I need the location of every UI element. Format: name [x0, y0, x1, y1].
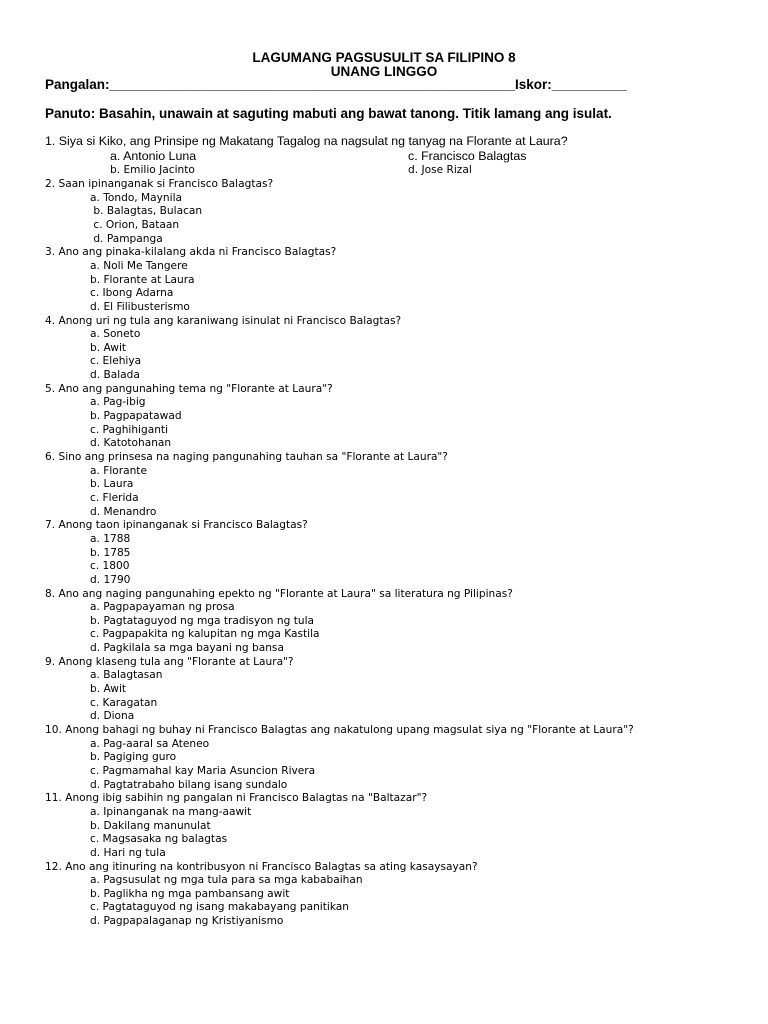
- question-7-choice-c: c. 1800: [90, 560, 130, 573]
- question-10: 10. Anong bahagi ng buhay ni Francisco Balagtas ang nakatulong upang magsulat siya ng "Florante at Laura"?: [45, 724, 634, 736]
- question-1: 1. Siya si Kiko, ang Prinsipe ng Makatang Tagalog na nagsulat ng tanyag na Florante at Laura?: [45, 134, 568, 148]
- question-10-choice-d: d. Pagtatrabaho bilang isang sundalo: [90, 778, 288, 791]
- question-11-choice-d: d. Hari ng tula: [90, 846, 166, 859]
- question-9-choice-a: a. Balagtasan: [90, 669, 163, 682]
- question-6-choice-b: b. Laura: [90, 478, 134, 491]
- question-12: 12. Ano ang itinuring na kontribusyon ni Francisco Balagtas sa ating kasaysayan?: [45, 860, 478, 873]
- question-4-choice-c: c. Elehiya: [90, 355, 142, 368]
- question-4: 4. Anong uri ng tula ang karaniwang isinulat ni Francisco Balagtas?: [45, 314, 402, 327]
- question-7-choice-d: d. 1790: [90, 573, 131, 586]
- question-3-choice-a: a. Noli Me Tangere: [90, 259, 188, 272]
- question-4-choice-d: d. Balada: [90, 369, 140, 382]
- question-2-choice-c: c. Orion, Bataan: [90, 218, 180, 231]
- question-4-choice-a: a. Soneto: [90, 328, 141, 341]
- question-5-choice-b: b. Pagpapatawad: [90, 410, 182, 423]
- question-9-choice-d: d. Diona: [90, 710, 135, 723]
- question-2-choice-b: b. Balagtas, Bulacan: [90, 205, 203, 218]
- question-11-choice-c: c. Magsasaka ng balagtas: [90, 833, 228, 846]
- question-1-choice-d: d. Jose Rizal: [408, 164, 472, 176]
- question-10-choice-b: b. Pagiging guro: [90, 751, 177, 764]
- question-8-choice-c: c. Pagpapakita ng kalupitan ng mga Kastila: [90, 628, 320, 641]
- question-6-choice-d: d. Menandro: [90, 505, 157, 518]
- question-5: 5. Ano ang pangunahing tema ng "Florante at Laura"?: [45, 382, 333, 395]
- question-6: 6. Sino ang prinsesa na naging pangunahing tauhan sa "Florante at Laura"?: [45, 451, 448, 463]
- question-8: 8. Ano ang naging pangunahing epekto ng "Florante at Laura" sa literatura ng Pilipinas?: [45, 587, 513, 600]
- question-7-choice-b: b. 1785: [90, 546, 131, 559]
- name-score-line: Pangalan:______________________________________________________Iskor:__________: [45, 77, 627, 92]
- question-11: 11. Anong ibig sabihin ng pangalan ni Francisco Balagtas na "Baltazar"?: [45, 792, 428, 805]
- question-6-choice-c: c. Flerida: [90, 491, 139, 504]
- question-7-choice-a: a. 1788: [90, 532, 131, 545]
- question-10-choice-c: c. Pagmamahal kay Maria Asuncion Rivera: [90, 764, 316, 777]
- question-9: 9. Anong klaseng tula ang "Florante at Laura"?: [45, 655, 294, 668]
- question-3: 3. Ano ang pinaka-kilalang akda ni Francisco Balagtas?: [45, 246, 337, 259]
- question-4-choice-b: b. Awit: [90, 341, 127, 354]
- question-12-choice-a: a. Pagsusulat ng mga tula para sa mga kababaihan: [90, 874, 363, 887]
- question-2: 2. Saan ipinanganak si Francisco Balagtas?: [45, 178, 274, 190]
- question-5-choice-c: c. Paghihiganti: [90, 423, 169, 436]
- question-11-choice-b: b. Dakilang manunulat: [90, 819, 211, 832]
- worksheet-title: LAGUMANG PAGSUSULIT SA FILIPINO 8: [252, 50, 516, 65]
- question-2-choice-d: d. Pampanga: [90, 232, 163, 245]
- question-2-choice-a: a. Tondo, Maynila: [90, 191, 183, 204]
- question-1-choice-c: c. Francisco Balagtas: [408, 149, 527, 163]
- question-1-choice-b: b. Emilio Jacinto: [110, 164, 195, 176]
- question-1-choice-a: a. Antonio Luna: [110, 149, 197, 163]
- question-9-choice-b: b. Awit: [90, 683, 127, 696]
- question-7: 7. Anong taon ipinanganak si Francisco Balagtas?: [45, 519, 308, 532]
- question-9-choice-c: c. Karagatan: [90, 696, 158, 709]
- question-12-choice-d: d. Pagpapalaganap ng Kristiyanismo: [90, 915, 284, 928]
- question-6-choice-a: a. Florante: [90, 464, 147, 477]
- question-12-choice-c: c. Pagtataguyod ng isang makabayang panitikan: [90, 901, 349, 914]
- question-3-choice-c: c. Ibong Adarna: [90, 287, 174, 300]
- question-11-choice-a: a. Ipinanganak na mang-aawit: [90, 805, 252, 818]
- question-8-choice-a: a. Pagpapayaman ng prosa: [90, 601, 235, 614]
- worksheet-subtitle: UNANG LINGGO: [330, 64, 438, 79]
- question-10-choice-a: a. Pag-aaral sa Ateneo: [90, 737, 210, 750]
- question-8-choice-d: d. Pagkilala sa mga bayani ng bansa: [90, 642, 284, 655]
- question-3-choice-d: d. El Filibusterismo: [90, 300, 190, 313]
- question-12-choice-b: b. Paglikha ng mga pambansang awit: [90, 887, 290, 900]
- question-5-choice-a: a. Pag-ibig: [90, 396, 146, 409]
- question-5-choice-d: d. Katotohanan: [90, 437, 172, 450]
- question-3-choice-b: b. Florante at Laura: [90, 273, 195, 286]
- instructions: Panuto: Basahin, unawain at saguting mabuti ang bawat tanong. Titik lamang ang isulat.: [45, 106, 612, 121]
- question-8-choice-b: b. Pagtataguyod ng mga tradisyon ng tula: [90, 614, 314, 627]
